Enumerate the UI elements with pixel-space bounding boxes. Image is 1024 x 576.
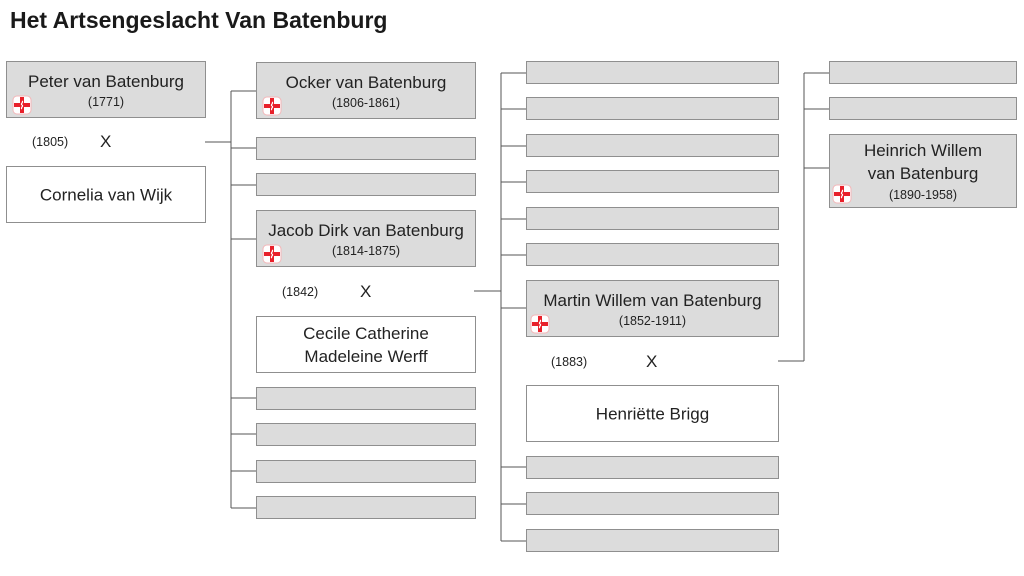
person-name: Jacob Dirk van Batenburg xyxy=(268,221,464,240)
spouse-name-line2: Madeleine Werff xyxy=(304,347,428,366)
empty-child-slot xyxy=(829,97,1017,120)
empty-child-slot xyxy=(256,387,476,410)
medical-cross-icon xyxy=(12,95,32,115)
person-name: Ocker van Batenburg xyxy=(285,73,447,92)
empty-child-slot xyxy=(256,460,476,483)
empty-child-slot xyxy=(526,61,779,84)
empty-child-slot xyxy=(256,496,476,519)
marriage-year: (1842) xyxy=(282,285,319,299)
spouse-cecile-catherine-madeleine-werff xyxy=(256,316,476,373)
empty-child-slot xyxy=(256,137,476,160)
spouse-henriette-brigg xyxy=(526,385,779,442)
medical-cross-icon xyxy=(262,244,282,264)
person-peter-van-batenburg xyxy=(6,61,206,118)
marriage-symbol: X xyxy=(100,132,112,151)
spouse-name: Henriëtte Brigg xyxy=(595,404,710,423)
person-years: (1806-1861) xyxy=(331,96,401,110)
empty-child-slot xyxy=(526,456,779,479)
person-name-line2: van Batenburg xyxy=(867,164,979,183)
person-years: (1852-1911) xyxy=(618,314,687,328)
empty-child-slot xyxy=(256,423,476,446)
person-years: (1890-1958) xyxy=(888,188,958,202)
marriage-symbol: X xyxy=(646,352,658,371)
empty-child-slot xyxy=(526,529,779,552)
spouse-name-line1: Cecile Catherine xyxy=(303,324,429,343)
empty-child-slot xyxy=(526,207,779,230)
person-heinrich-willem-van-batenburg xyxy=(829,134,1017,208)
spouse-cornelia-van-wijk xyxy=(6,166,206,223)
person-name: Martin Willem van Batenburg xyxy=(543,291,762,310)
empty-child-slot xyxy=(526,170,779,193)
person-name-line1: Heinrich Willem xyxy=(863,141,983,160)
empty-child-slot xyxy=(526,97,779,120)
page-title: Het Artsengeslacht Van Batenburg xyxy=(10,7,388,33)
medical-cross-icon xyxy=(262,96,282,116)
medical-cross-icon xyxy=(832,184,852,204)
spouse-name: Cornelia van Wijk xyxy=(39,185,173,204)
person-ocker-van-batenburg xyxy=(256,62,476,119)
person-name: Peter van Batenburg xyxy=(28,72,184,91)
empty-child-slot xyxy=(256,173,476,196)
marriage-year: (1805) xyxy=(32,135,69,149)
person-years: (1771) xyxy=(87,95,125,109)
medical-cross-icon xyxy=(530,314,550,334)
marriage-year: (1883) xyxy=(551,355,588,369)
person-martin-willem-van-batenburg xyxy=(526,280,779,337)
person-years: (1814-1875) xyxy=(331,244,401,258)
person-jacob-dirk-van-batenburg xyxy=(256,210,476,267)
marriage-symbol: X xyxy=(360,282,372,301)
empty-child-slot xyxy=(526,134,779,157)
empty-child-slot xyxy=(526,243,779,266)
empty-child-slot xyxy=(829,61,1017,84)
empty-child-slot xyxy=(526,492,779,515)
